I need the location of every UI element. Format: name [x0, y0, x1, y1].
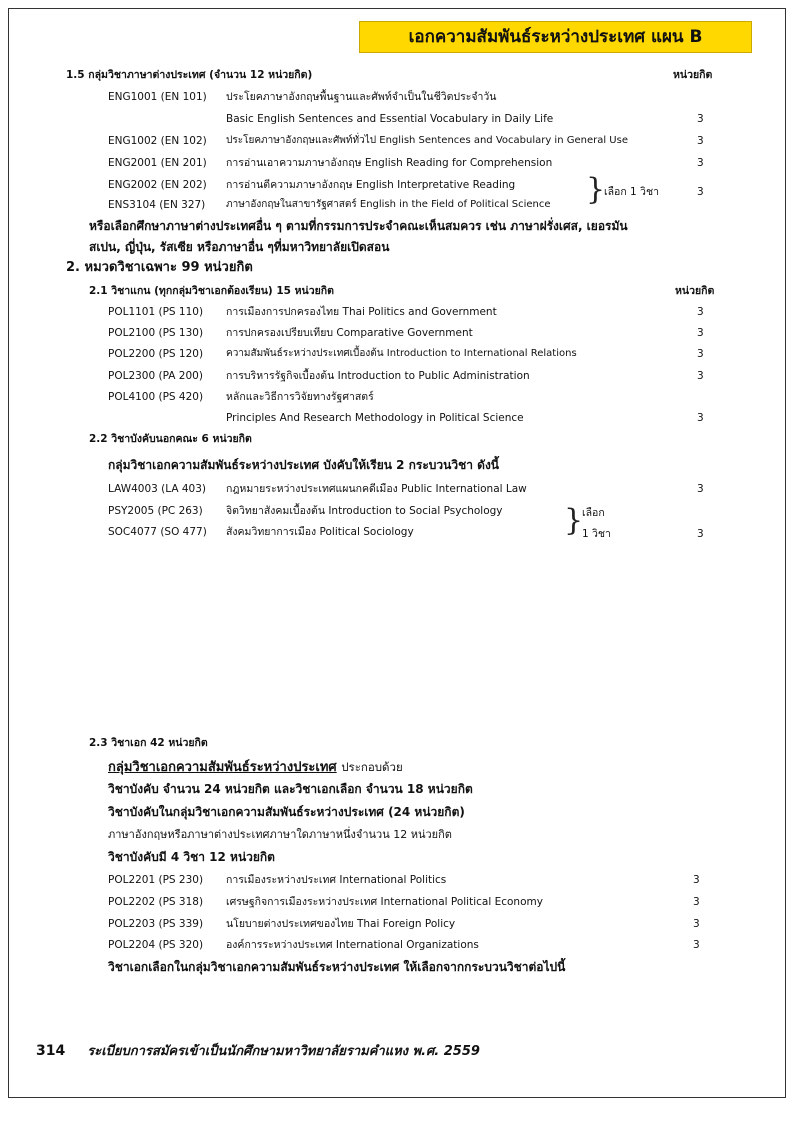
info-line: วิชาบังคับ จำนวน 24 หน่วยกิต และวิชาเอกเลือก จำนวน 18 หน่วยกิต [108, 782, 473, 796]
major-group-heading [108, 759, 403, 776]
course-name: นโยบายต่างประเทศของไทย Thai Foreign Policy [226, 918, 456, 930]
page-footer [36, 1040, 480, 1061]
note-line: หรือเลือกศึกษาภาษาต่างประเทศอื่น ๆ ตามที่กรรมการประจำคณะเห็นสมควร เช่น ภาษาฝรั่งเศส, เยอรมัน [89, 219, 628, 233]
course-code: POL2201 (PS 230) [108, 874, 204, 886]
course-name: องค์การระหว่างประเทศ International Organizations [226, 939, 479, 951]
course-name: จิตวิทยาสังคมเบื้องต้น Introduction to Social Psychology [226, 505, 503, 517]
course-code: PSY2005 (PC 263) [108, 505, 203, 517]
major-group-suffix: ประกอบด้วย [341, 760, 403, 774]
choice-brace: } [564, 503, 584, 538]
course-name: สังคมวิทยาการเมือง Political Sociology [226, 526, 414, 538]
course-name: การบริหารรัฐกิจเบื้องต้น Introduction to Public Administration [226, 370, 530, 382]
course-credit: 3 [697, 157, 704, 169]
course-name: เศรษฐกิจการเมืองระหว่างประเทศ International Political Economy [226, 896, 543, 908]
info-line: วิชาบังคับในกลุ่มวิชาเอกความสัมพันธ์ระหว่างประเทศ (24 หน่วยกิต) [108, 805, 465, 819]
course-code: ENG1002 (EN 102) [108, 135, 207, 147]
course-credit: 3 [693, 874, 700, 886]
course-name: Principles And Research Methodology in Political Science [226, 412, 524, 424]
course-code: POL1101 (PS 110) [108, 306, 204, 318]
course-credit: 3 [697, 306, 704, 318]
course-credit: 3 [697, 528, 704, 540]
course-name: กฎหมายระหว่างประเทศแผนกคดีเมือง Public International Law [226, 483, 527, 495]
course-credit: 3 [697, 327, 704, 339]
section-2-3-title: 2.3 วิชาเอก 42 หน่วยกิต [89, 737, 208, 749]
section-2-2-subtitle: กลุ่มวิชาเอกความสัมพันธ์ระหว่างประเทศ บังคับให้เรียน 2 กระบวนวิชา ดังนี้ [108, 458, 500, 472]
course-code: ENG1001 (EN 101) [108, 91, 207, 103]
course-code: ENG2001 (EN 201) [108, 157, 207, 169]
course-code: LAW4003 (LA 403) [108, 483, 206, 495]
course-code: ENG2002 (EN 202) [108, 179, 207, 191]
course-code: ENS3104 (EN 327) [108, 199, 206, 211]
course-name: ประโยคภาษาอังกฤษพื้นฐานและศัพท์จำเป็นในชีวิตประจำวัน [226, 91, 497, 103]
course-credit: 3 [693, 918, 700, 930]
footer-text: ระเบียบการสมัครเข้าเป็นนักศึกษามหาวิทยาลัยรามคำแหง พ.ศ. 2559 [87, 1044, 480, 1059]
course-name: หลักและวิธีการวิจัยทางรัฐศาสตร์ [226, 391, 374, 403]
course-code: POL4100 (PS 420) [108, 391, 204, 403]
note-line: สเปน, ญี่ปุ่น, รัสเซีย หรือภาษาอื่น ๆที่มหาวิทยาลัยเปิดสอน [89, 240, 390, 254]
info-line: ภาษาอังกฤษหรือภาษาต่างประเทศภาษาใดภาษาหนึ่งจำนวน 12 หน่วยกิต [108, 828, 452, 841]
major-group-name: กลุ่มวิชาเอกความสัมพันธ์ระหว่างประเทศ [108, 760, 337, 775]
course-code: POL2300 (PA 200) [108, 370, 203, 382]
course-credit: 3 [697, 348, 704, 360]
course-credit: 3 [697, 186, 704, 198]
course-name: การอ่านเอาความภาษาอังกฤษ English Reading for Comprehension [226, 157, 553, 169]
course-name: การอ่านตีความภาษาอังกฤษ English Interpretative Reading [226, 179, 516, 191]
credit-header: หน่วยกิต [675, 285, 715, 297]
closing-line: วิชาเอกเลือกในกลุ่มวิชาเอกความสัมพันธ์ระหว่างประเทศ ให้เลือกจากกระบวนวิชาต่อไปนี้ [108, 960, 566, 974]
plan-banner: เอกความสัมพันธ์ระหว่างประเทศ แผน B [359, 21, 752, 53]
page-frame [8, 8, 786, 1098]
course-credit: 3 [697, 370, 704, 382]
course-credit: 3 [697, 483, 704, 495]
section-2-2-title: 2.2 วิชาบังคับนอกคณะ 6 หน่วยกิต [89, 433, 252, 445]
choose-label: 1 วิชา [582, 528, 611, 540]
course-code: POL2202 (PS 318) [108, 896, 204, 908]
course-name: การปกครองเปรียบเทียบ Comparative Government [226, 327, 473, 339]
course-name: ความสัมพันธ์ระหว่างประเทศเบื้องต้น Introduction to International Relations [226, 348, 577, 359]
page-number: 314 [36, 1043, 66, 1059]
course-name: การเมืองการปกครองไทย Thai Politics and Government [226, 306, 497, 318]
course-credit: 3 [697, 412, 704, 424]
section-2-title: 2. หมวดวิชาเฉพาะ 99 หน่วยกิต [66, 260, 253, 275]
course-credit: 3 [697, 135, 704, 147]
section-2-1-title: 2.1 วิชาแกน (ทุกกลุ่มวิชาเอกต้องเรียน) 15 หน่วยกิต [89, 285, 334, 297]
course-credit: 3 [693, 939, 700, 951]
course-name: การเมืองระหว่างประเทศ International Politics [226, 874, 447, 886]
course-name: Basic English Sentences and Essential Vocabulary in Daily Life [226, 113, 554, 125]
course-code: POL2203 (PS 339) [108, 918, 204, 930]
course-credit: 3 [693, 896, 700, 908]
course-credit: 3 [697, 113, 704, 125]
course-code: POL2204 (PS 320) [108, 939, 204, 951]
choose-one-label: เลือก 1 วิชา [604, 186, 659, 198]
course-code: POL2200 (PS 120) [108, 348, 204, 360]
course-name: ประโยคภาษาอังกฤษและศัพท์ทั่วไป English Sentences and Vocabulary in General Use [226, 135, 628, 146]
course-code: POL2100 (PS 130) [108, 327, 204, 339]
info-line: วิชาบังคับมี 4 วิชา 12 หน่วยกิต [108, 850, 275, 864]
course-name: ภาษาอังกฤษในสาขารัฐศาสตร์ English in the Field of Political Science [226, 199, 551, 210]
choice-brace: } [586, 172, 606, 207]
course-code: SOC4077 (SO 477) [108, 526, 207, 538]
credit-header: หน่วยกิต [673, 69, 713, 81]
choose-label: เลือก [582, 507, 605, 519]
section-1-5-title: 1.5 กลุ่มวิชาภาษาต่างประเทศ (จำนวน 12 หน่วยกิต) [66, 69, 313, 81]
